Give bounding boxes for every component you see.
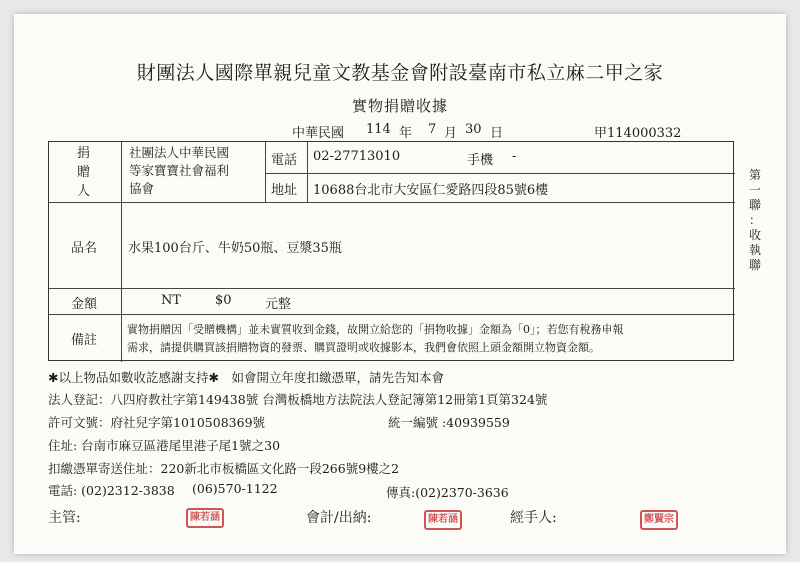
date-month: 7 — [428, 122, 437, 137]
phone-label: 電話 — [271, 153, 298, 168]
phone-text: 電話: (02)2312-3838 — [48, 483, 175, 498]
tax-id-text: 統一編號 :40939559 — [388, 415, 510, 430]
mailing-address-text: 扣繳憑單寄送住址：220新北市板橋區文化路一段266號9樓之2 — [48, 461, 400, 476]
divider — [307, 142, 308, 202]
permit-text: 許可文號：府社兒字第1010508369號 — [48, 415, 266, 430]
phone-2-text: (06)570-1122 — [192, 481, 278, 496]
divider — [121, 142, 122, 362]
copy-label: 第 一 聯 ： 收 執 聯 — [748, 168, 761, 272]
donor-phone: 02-27713010 — [313, 149, 401, 164]
donor-label: 捐 贈 人 — [77, 146, 91, 199]
divider — [265, 173, 735, 174]
supervisor-stamp: 陳若涵 — [186, 508, 224, 528]
date-day-label: 日 — [490, 126, 504, 141]
supervisor-label: 主管: — [48, 510, 81, 526]
accountant-stamp: 陳若涵 — [424, 510, 462, 530]
date-year-label: 年 — [399, 126, 413, 141]
handler-label: 經手人: — [510, 510, 557, 526]
items-value: 水果100台斤、牛奶50瓶、豆漿35瓶 — [128, 241, 342, 256]
accountant-label: 會計/出納: — [306, 510, 372, 526]
donor-mobile: - — [512, 149, 517, 164]
donor-name: 社團法人中華民國 等家寶寶社會福利 協會 — [129, 145, 230, 196]
amount-value: $0 — [215, 293, 232, 308]
divider — [49, 288, 735, 289]
notice-text: ✱以上物品如數收訖感謝支持✱ 如會開立年度扣繳憑單，請先告知本會 — [48, 370, 444, 385]
divider — [49, 202, 735, 203]
remarks-label: 備註 — [71, 333, 98, 348]
fax-text: 傳真:(02)2370-3636 — [386, 485, 509, 500]
receipt-title: 財團法人國際單親兒童文教基金會附設臺南市私立麻二甲之家 — [136, 62, 664, 84]
date-day: 30 — [465, 122, 482, 137]
amount-label: 金額 — [71, 297, 98, 312]
donor-address: 10688台北市大安區仁愛路四段85號6樓 — [313, 183, 549, 198]
date-month-label: 月 — [444, 126, 458, 141]
remarks-text: 實物捐贈因「受贈機構」並未實質收到金錢，故開立給您的「捐物收據」金額為「0」；若您有稅務申報 需求，請提供購買該捐贈物資的發票、購買證明或收據影本，我們會依照上頭金額開立物資金額。 — [127, 323, 624, 354]
receipt-subtitle: 實物捐贈收據 — [351, 97, 448, 115]
amount-currency: NT — [161, 293, 182, 308]
divider — [49, 314, 735, 315]
mobile-label: 手機 — [467, 153, 494, 168]
receipt-form-table — [48, 141, 734, 361]
handler-stamp: 鄭賢宗 — [640, 510, 678, 530]
items-label: 品名 — [71, 241, 98, 256]
date-year: 114 — [366, 122, 391, 137]
date-era: 中華民國 — [292, 126, 345, 141]
divider — [265, 142, 266, 202]
org-address-text: 住址: 台南市麻豆區港尾里港子尾1號之30 — [48, 438, 281, 453]
address-label: 地址 — [271, 183, 298, 198]
amount-suffix: 元整 — [265, 297, 292, 312]
receipt-serial-number: 甲114000332 — [594, 126, 682, 141]
registration-text: 法人登記：八四府教社字第149438號 台灣板橋地方法院法人登記簿第12冊第1頁第324號 — [48, 392, 548, 407]
